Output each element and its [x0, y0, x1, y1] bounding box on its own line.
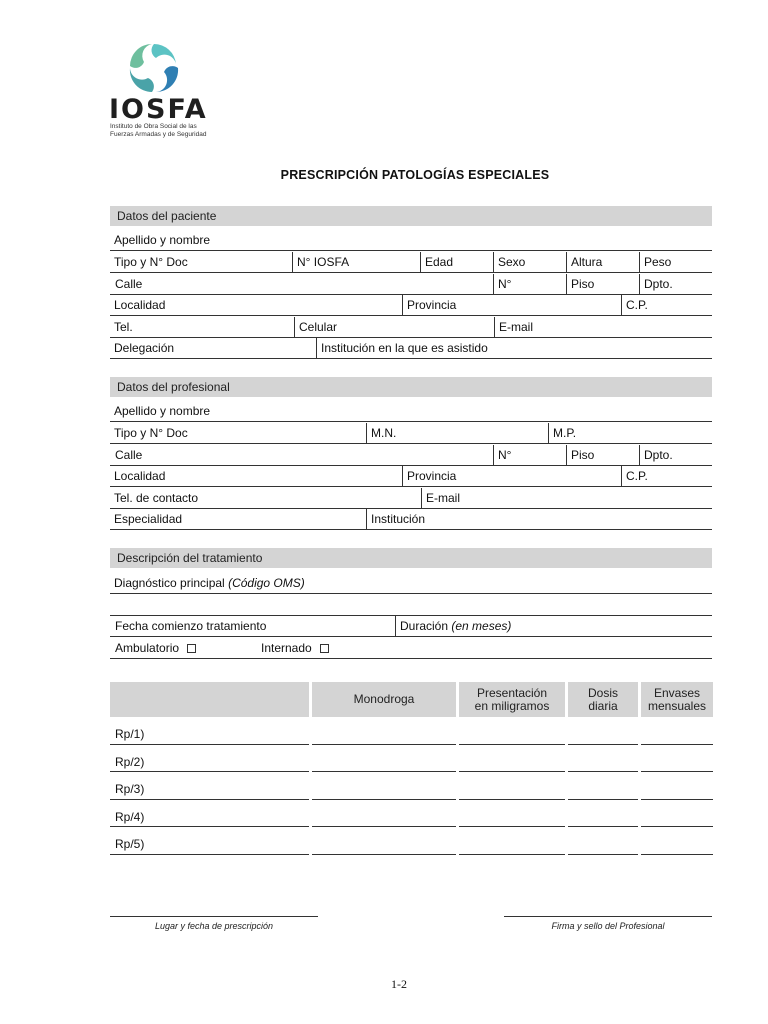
rp-row-4-label: Rp/4): [115, 810, 145, 824]
paciente-row-delegacion[interactable]: [110, 338, 712, 359]
profesional-apellido-label: Apellido y nombre: [114, 404, 211, 418]
firma-line[interactable]: [504, 916, 712, 917]
table-header-envases: [641, 682, 713, 717]
rp-row-3-monodroga-field[interactable]: [312, 799, 456, 800]
page-number: 1-2: [391, 977, 407, 991]
profesional-row-documento[interactable]: [110, 423, 712, 444]
profesional-row-contacto[interactable]: [110, 488, 712, 509]
paciente-row-apellido[interactable]: [110, 230, 712, 251]
rp-row-3-label-field: [110, 799, 309, 800]
paciente-tel-label: Tel.: [114, 320, 133, 334]
profesional-mp-label: M.P.: [548, 423, 576, 443]
rp-row-1-envases-field[interactable]: [641, 744, 713, 745]
internado-label: Internado: [261, 641, 312, 655]
profesional-institucion-label: Institución: [366, 509, 425, 529]
diagnostico-hint: (Código OMS): [228, 576, 305, 590]
profesional-tel-label: Tel. de contacto: [114, 491, 199, 505]
table-header-dosis: [568, 682, 638, 717]
duracion-text: Duración: [400, 619, 449, 633]
rp-row-3-label: Rp/3): [115, 782, 145, 796]
rp-row-1-monodroga-field[interactable]: [312, 744, 456, 745]
ambulatorio-checkbox[interactable]: [187, 644, 196, 653]
paciente-sexo-label: Sexo: [493, 252, 525, 272]
profesional-localidad-label: Localidad: [114, 469, 166, 483]
profesional-cp-label: C.P.: [621, 466, 648, 486]
paciente-apellido-label: Apellido y nombre: [114, 233, 211, 247]
tratamiento-row-modalidad: [110, 638, 712, 659]
logo-subtitle: [110, 123, 210, 138]
profesional-especialidad-label: Especialidad: [114, 512, 183, 526]
paciente-numero-label: N°: [493, 274, 511, 294]
paciente-email-label: E-mail: [494, 317, 533, 337]
profesional-numero-label: N°: [493, 445, 511, 465]
paciente-iosfa-label: N° IOSFA: [292, 252, 349, 272]
rp-row-4-label-field: [110, 826, 309, 827]
lugar-fecha-line[interactable]: [110, 916, 318, 917]
firma-label: Firma y sello del Profesional: [551, 921, 665, 931]
paciente-dpto-label: Dpto.: [639, 274, 673, 294]
table-header-presentacion: [459, 682, 565, 717]
paciente-row-localidad[interactable]: [110, 295, 712, 316]
lugar-fecha-label: Lugar y fecha de prescripción: [154, 921, 274, 931]
page-title: PRESCRIPCIÓN PATOLOGÍAS ESPECIALES: [280, 168, 550, 182]
profesional-provincia-label: Provincia: [402, 466, 456, 486]
paciente-peso-label: Peso: [639, 252, 671, 272]
rp-row-5-monodroga-field[interactable]: [312, 854, 456, 855]
profesional-calle-label: Calle: [115, 448, 143, 462]
iosfa-logo-icon: [124, 42, 184, 94]
section-profesional: Datos del profesional: [110, 377, 712, 397]
tratamiento-row-fechas[interactable]: [110, 616, 712, 637]
fecha-comienzo-label: Fecha comienzo tratamiento: [115, 619, 267, 633]
table-header-blank: [110, 682, 309, 717]
rp-row-2-envases-field[interactable]: [641, 771, 713, 772]
paciente-celular-label: Celular: [294, 317, 337, 337]
diagnostico-text: Diagnóstico principal: [114, 576, 225, 590]
ambulatorio-option[interactable]: [111, 638, 196, 658]
profesional-row-calle[interactable]: [110, 445, 712, 466]
profesional-dpto-label: Dpto.: [639, 445, 673, 465]
rp-row-4-monodroga-field[interactable]: [312, 826, 456, 827]
tratamiento-row-diagnostico-blank[interactable]: [110, 595, 712, 616]
section-tratamiento: Descripción del tratamiento: [110, 548, 712, 568]
rp-row-2-label: Rp/2): [115, 755, 145, 769]
table-header-monodroga: [312, 682, 456, 717]
internado-checkbox[interactable]: [320, 644, 329, 653]
paciente-row-documento[interactable]: [110, 252, 712, 273]
paciente-altura-label: Altura: [566, 252, 602, 272]
tratamiento-row-diagnostico[interactable]: [110, 573, 712, 594]
rp-row-5-dosis-field[interactable]: [568, 854, 638, 855]
paciente-localidad-label: Localidad: [114, 298, 166, 312]
table-header-presentacion-line2: en miligramos: [474, 698, 550, 713]
rp-row-5-envases-field[interactable]: [641, 854, 713, 855]
rp-row-2-label-field: [110, 771, 309, 772]
logo-subtitle-line2: Fuerzas Armadas y de Seguridad: [110, 130, 207, 138]
duracion-hint: (en meses): [451, 619, 512, 633]
profesional-row-apellido[interactable]: [110, 401, 712, 422]
paciente-institucion-label: Institución en la que es asistido: [316, 338, 488, 358]
rp-row-5-label: Rp/5): [115, 837, 145, 851]
paciente-provincia-label: Provincia: [402, 295, 456, 315]
rp-row-4-envases-field[interactable]: [641, 826, 713, 827]
paciente-calle-label: Calle: [115, 277, 143, 291]
rp-row-4-presentacion-field[interactable]: [459, 826, 565, 827]
table-header-presentacion-line1: Presentación: [476, 685, 548, 700]
paciente-edad-label: Edad: [420, 252, 453, 272]
table-header-monodroga-text: Monodroga: [353, 692, 415, 706]
diagnostico-label: [110, 573, 305, 593]
profesional-mn-label: M.N.: [366, 423, 396, 443]
logo-text: IOSFA: [109, 94, 208, 125]
rp-row-3-dosis-field[interactable]: [568, 799, 638, 800]
rp-row-3-envases-field[interactable]: [641, 799, 713, 800]
rp-row-5-presentacion-field[interactable]: [459, 854, 565, 855]
table-header-envases-line1: Envases: [653, 685, 701, 700]
table-header-dosis-line2: diaria: [588, 698, 618, 713]
rp-row-4-dosis-field[interactable]: [568, 826, 638, 827]
paciente-piso-label: Piso: [566, 274, 594, 294]
profesional-row-localidad[interactable]: [110, 466, 712, 487]
table-header-envases-line2: mensuales: [647, 698, 707, 713]
internado-option[interactable]: [257, 638, 329, 658]
table-header-dosis-line1: Dosis: [587, 685, 618, 700]
rp-row-3-presentacion-field[interactable]: [459, 799, 565, 800]
rp-row-1-dosis-field[interactable]: [568, 744, 638, 745]
paciente-row-calle[interactable]: [110, 274, 712, 295]
rp-row-2-dosis-field[interactable]: [568, 771, 638, 772]
profesional-tipo-doc-label: Tipo y N° Doc: [114, 426, 188, 440]
rp-row-1-label: Rp/1): [115, 727, 145, 741]
paciente-row-contacto[interactable]: [110, 317, 712, 338]
rp-row-1-presentacion-field[interactable]: [459, 744, 565, 745]
duracion-label: [395, 616, 511, 636]
paciente-tipo-doc-label: Tipo y N° Doc: [114, 255, 188, 269]
profesional-piso-label: Piso: [566, 445, 594, 465]
rp-row-2-presentacion-field[interactable]: [459, 771, 565, 772]
profesional-row-especialidad[interactable]: [110, 509, 712, 530]
logo-subtitle-line1: Instituto de Obra Social de las: [110, 123, 197, 130]
rp-row-1-label-field: [110, 744, 309, 745]
paciente-delegacion-label: Delegación: [114, 341, 175, 355]
rp-row-2-monodroga-field[interactable]: [312, 771, 456, 772]
section-paciente: Datos del paciente: [110, 206, 712, 226]
rp-row-5-label-field: [110, 854, 309, 855]
profesional-email-label: E-mail: [421, 488, 460, 508]
paciente-cp-label: C.P.: [621, 295, 648, 315]
ambulatorio-label: Ambulatorio: [115, 641, 180, 655]
